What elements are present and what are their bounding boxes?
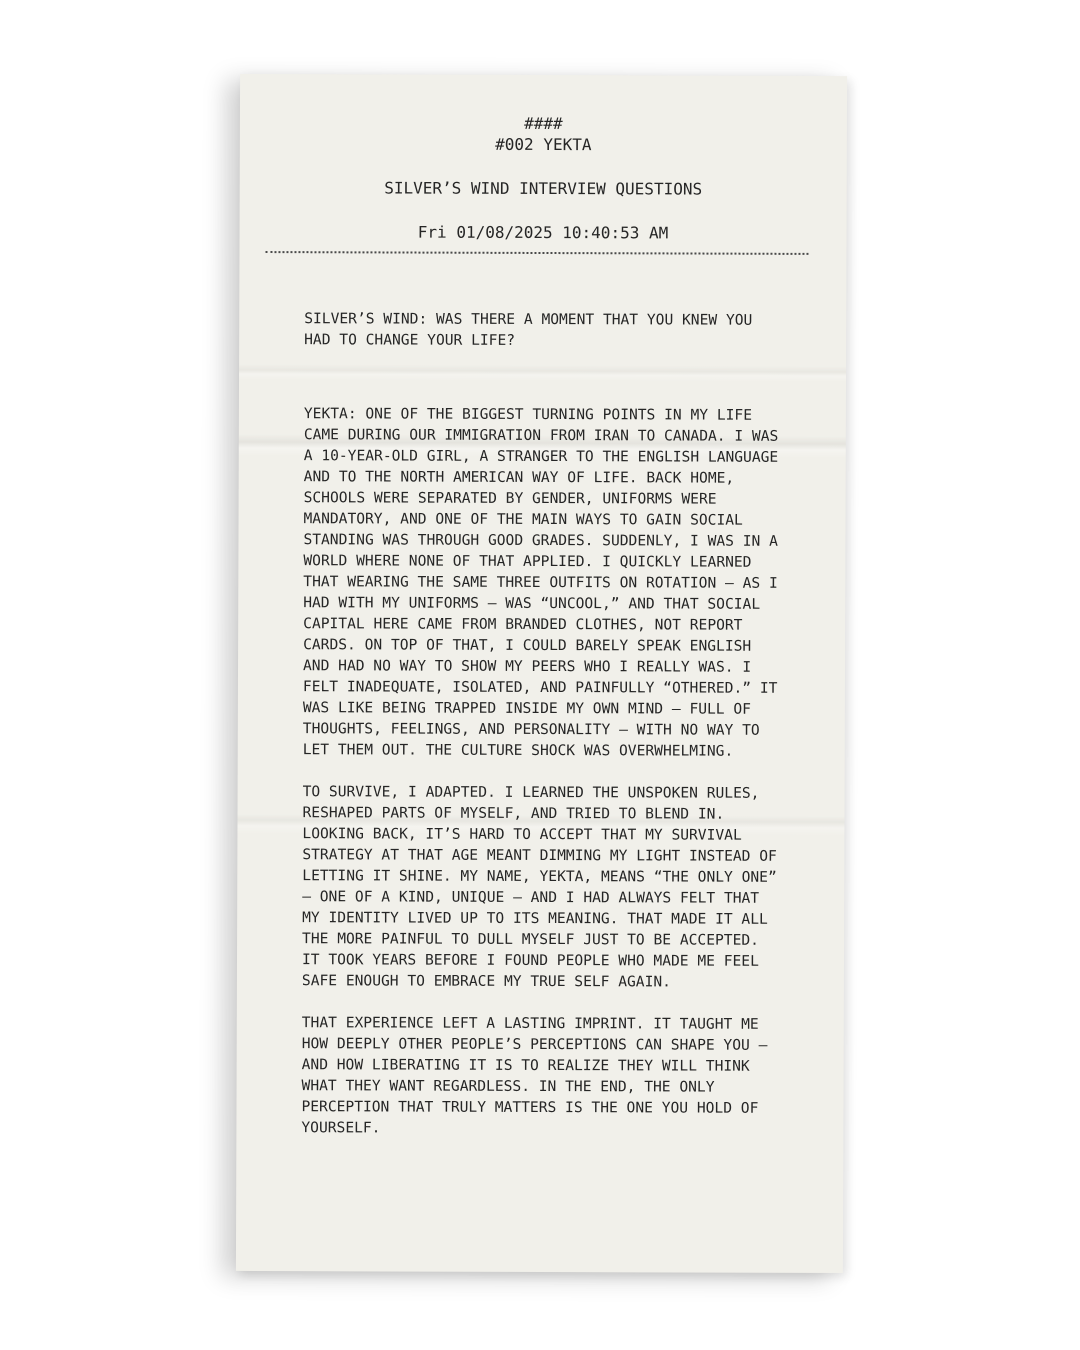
receipt-header	[240, 112, 847, 244]
interview-question: SILVER’S WIND: WAS THERE A MOMENT THAT YOU KNEW YOU HAD TO CHANGE YOUR LIFE?	[304, 310, 753, 349]
dotted-divider	[265, 251, 808, 255]
interview-body	[301, 308, 784, 1161]
receipt-paper	[236, 74, 847, 1273]
header-timestamp: Fri 01/08/2025 10:40:53 AM	[417, 222, 669, 243]
answer-paragraph-1: YEKTA: ONE OF THE BIGGEST TURNING POINTS IN MY LIFE CAME DURING OUR IMMIGRATION FROM IRAN TO CANADA. I WAS A 10-YEAR-OLD GIRL, A STRANGER TO THE ENGLISH LANGUAGE AND TO THE NORTH AMERICAN WAY OF LIFE. BACK HOME, SCHOOLS WERE SEPARATED BY GENDER, UNIFORMS WERE MANDATORY, AND ONE OF THE MAIN WAYS TO GAIN SOCIAL STANDING WAS THROUGH GOOD GRADES. SUDDENLY, I WAS IN A WORLD WHERE NONE OF THAT APPLIED. I QUICKLY LEARNED THAT WEARING THE SAME THREE OUTFITS ON ROTATION — AS I HAD WITH MY UNIFORMS — WAS “UNCOOL,” AND THAT SOCIAL CAPITAL HERE CAME FROM BRANDED CLOTHES, NOT REPORT CARDS. ON TOP OF THAT, I COULD BARELY SPEAK ENGLISH AND HAD NO WAY TO SHOW MY PEERS WHO I REALLY WAS. I FELT INADEQUATE, ISOLATED, AND PAINFULLY “OTHERED.” IT WAS LIKE BEING TRAPPED INSIDE MY OWN MIND — FULL OF THOUGHTS, FEELINGS, AND PERSONALITY — WITH NO WAY TO LET THEM OUT. THE CULTURE SHOCK WAS OVERWHELMING.	[302, 405, 779, 760]
header-id: #002 YEKTA	[495, 134, 592, 155]
answer-paragraph-3: THAT EXPERIENCE LEFT A LASTING IMPRINT. IT TAUGHT ME HOW DEEPLY OTHER PEOPLE’S PERCEPTIONS CAN SHAPE YOU — AND HOW LIBERATING IT IS TO REALIZE THEY WILL THINK WHAT THEY WANT REGARDLESS. IN THE END, THE ONLY PERCEPTION THAT TRULY MATTERS IS THE ONE YOU HOLD OF YOURSELF.	[301, 1014, 768, 1137]
header-title: SILVER’S WIND INTERVIEW QUESTIONS	[384, 178, 703, 199]
answer-paragraph-2: TO SURVIVE, I ADAPTED. I LEARNED THE UNSPOKEN RULES, RESHAPED PARTS OF MYSELF, AND TRIED TO BLEND IN. LOOKING BACK, IT’S HARD TO ACCEPT THAT MY SURVIVAL STRATEGY AT THAT AGE MEANT DIMMING MY LIGHT INSTEAD OF LETTING IT SHINE. MY NAME, YEKTA, MEANS “THE ONLY ONE” — ONE OF A KIND, UNIQUE — AND I HAD ALWAYS FELT THAT MY IDENTITY LIVED UP TO ITS MEANING. THAT MADE IT ALL THE MORE PAINFUL TO DULL MYSELF JUST TO BE ACCEPTED. IT TOOK YEARS BEFORE I FOUND PEOPLE WHO MADE ME FEEL SAFE ENOUGH TO EMBRACE MY TRUE SELF AGAIN.	[301, 783, 777, 991]
header-spacer	[240, 154, 847, 179]
header-hash: ####	[524, 113, 563, 134]
header-spacer-2	[240, 198, 847, 223]
